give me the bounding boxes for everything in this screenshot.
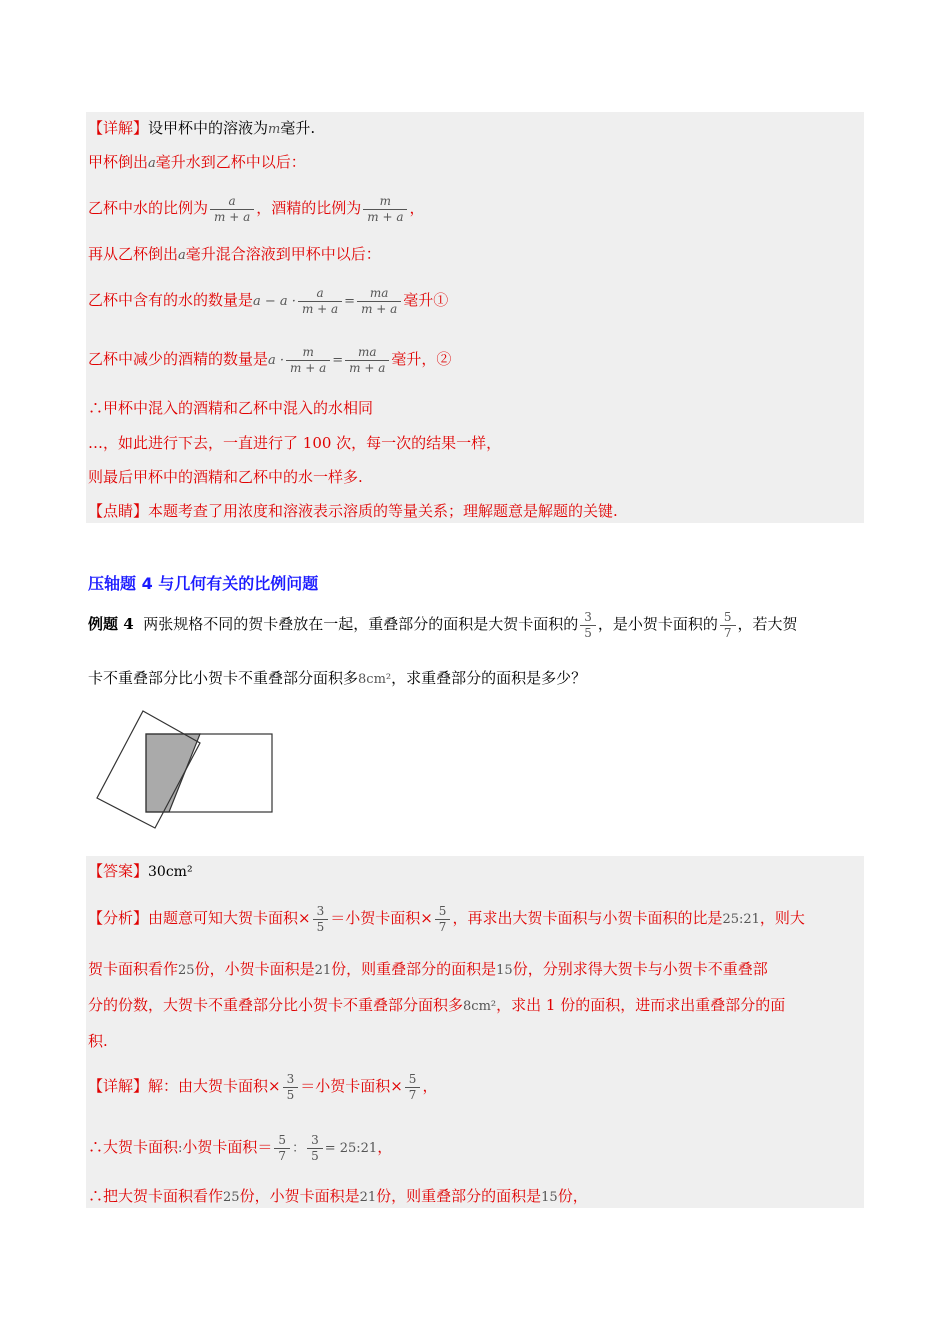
question-line2: 卡不重叠部分比小贺卡不重叠部分面积多8cm²，求重叠部分的面积是多少？	[88, 669, 587, 687]
overlap-region	[146, 734, 200, 812]
detail-line2: ∴大贺卡面积:小贺卡面积＝ $\frac{5}{7}$ ： $\frac{3}{5}$ = 25:21，	[88, 1132, 393, 1163]
s1-line1: 【详解】设甲杯中的溶液为m毫升.	[88, 119, 316, 137]
analysis-line3: 分的份数，大贺卡不重叠部分比小贺卡不重叠部分面积多8cm²，求出 1 份的面积，进而求出重叠部分的面	[88, 996, 786, 1014]
s1-line7: ∴甲杯中混入的酒精和乙杯中混入的水相同	[88, 399, 374, 417]
s1-line10: 【点睛】本题考查了用浓度和溶液表示溶质的等量关系；理解题意是解题的关键.	[88, 502, 618, 520]
question-line1: 例题 4 两张规格不同的贺卡叠放在一起，重叠部分的面积是大贺卡面积的 $\frac{3}{5}$ ，是小贺卡面积的 $\frac{5}{7}$ ，若大贺	[88, 609, 798, 640]
analysis-line4: 积.	[88, 1032, 108, 1050]
overlap-figure	[90, 705, 280, 835]
s1-line9: 则最后甲杯中的酒精和乙杯中的水一样多.	[88, 468, 363, 486]
section-title: 压轴题 4 与几何有关的比例问题	[88, 574, 319, 593]
s1-line5: 乙杯中含有的水的数量是a − a · $\frac{a}{m + a}$ = $\frac{ma}{m + a}$ 毫升①	[88, 285, 449, 316]
analysis-line1: 【分析】由题意可知大贺卡面积× $\frac{3}{5}$ ＝小贺卡面积× $\frac{5}{7}$ ，再求出大贺卡面积与小贺卡面积的比是25:21，则大	[88, 903, 805, 934]
analysis-line2: 贺卡面积看作25份，小贺卡面积是21份，则重叠部分的面积是15份，分别求得大贺卡与小贺卡不重叠部	[88, 960, 768, 978]
detail-line1: 【详解】解：由大贺卡面积× $\frac{3}{5}$ ＝小贺卡面积× $\frac{5}{7}$ ，	[88, 1071, 438, 1102]
s1-line8: …，如此进行下去，一直进行了 100 次，每一次的结果一样，	[88, 434, 502, 452]
s1-line3: 乙杯中水的比例为 $\frac{a}{m + a}$ ，酒精的比例为 $\frac{m}{m + a}$ ，	[88, 193, 425, 224]
s1-line6: 乙杯中减少的酒精的数量是a · $\frac{m}{m + a}$ = $\frac{ma}{m + a}$ 毫升，②	[88, 344, 452, 375]
answer-line: 【答案】30cm²	[88, 862, 193, 880]
s1-line4: 再从乙杯倒出a毫升混合溶液到甲杯中以后：	[88, 245, 381, 263]
detail-line3: ∴把大贺卡面积看作25份，小贺卡面积是21份，则重叠部分的面积是15份，	[88, 1187, 588, 1205]
s1-line2: 甲杯倒出a毫升水到乙杯中以后：	[88, 153, 306, 171]
